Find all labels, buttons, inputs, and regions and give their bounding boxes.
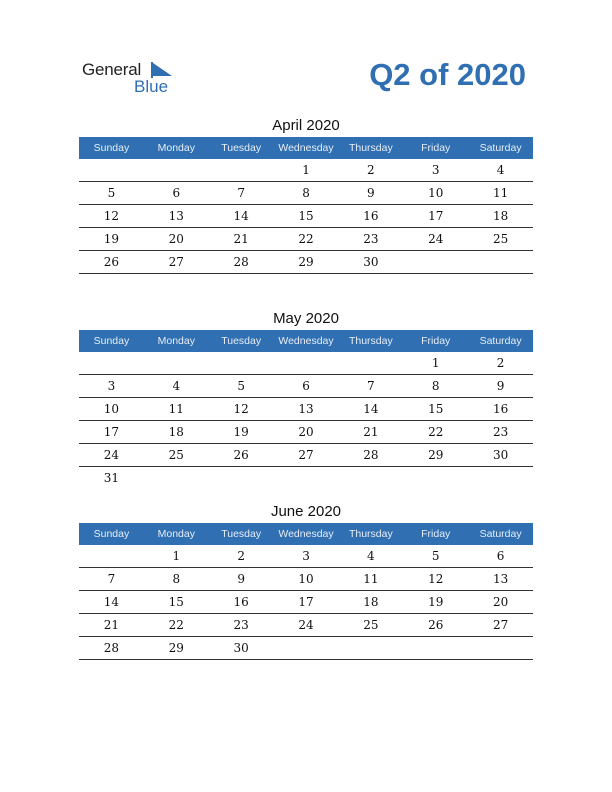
day-cell: 19 [103, 232, 120, 246]
day-cell: 1 [172, 549, 181, 563]
day-cell: 28 [363, 448, 379, 462]
day-cell: 1 [431, 356, 440, 370]
weekday-label: Monday [157, 528, 195, 540]
day-cell: 17 [428, 209, 444, 223]
week-row [79, 228, 533, 251]
day-cell: 3 [302, 549, 310, 563]
day-cell: 6 [172, 186, 181, 200]
day-cell: 27 [168, 255, 184, 269]
day-cell: 11 [168, 402, 184, 416]
week-row [79, 375, 533, 398]
weekday-label: Friday [421, 142, 451, 154]
day-cell: 23 [492, 425, 509, 439]
week-row [79, 251, 533, 274]
day-cell: 15 [428, 402, 444, 416]
weekday-label: Thursday [348, 335, 393, 347]
day-cell: 6 [496, 549, 505, 563]
day-cell: 25 [492, 232, 509, 246]
day-cell: 11 [363, 572, 379, 586]
weekday-label: Saturday [479, 528, 522, 540]
day-cell: 24 [103, 448, 120, 462]
day-cell: 20 [168, 232, 184, 246]
day-cell: 1 [302, 163, 310, 177]
weekday-label: Friday [421, 528, 451, 540]
day-cell: 14 [363, 402, 379, 416]
weekday-label: Saturday [479, 142, 522, 154]
day-cell: 18 [363, 595, 379, 609]
day-cell: 5 [431, 549, 440, 563]
day-cell: 10 [428, 186, 444, 200]
day-cell: 6 [302, 379, 310, 393]
weekday-label: Wednesday [278, 142, 334, 154]
day-cell: 13 [168, 209, 184, 223]
weekday-label: Tuesday [221, 335, 262, 347]
day-cell: 31 [103, 471, 120, 485]
day-cell: 7 [107, 572, 116, 586]
day-cell: 23 [233, 618, 249, 632]
day-cell: 16 [363, 209, 379, 223]
day-cell: 30 [492, 448, 509, 462]
week-row [79, 205, 533, 228]
day-cell: 21 [363, 425, 379, 439]
page-title: Q2 of 2020 [369, 57, 526, 92]
day-cell: 24 [428, 232, 444, 246]
month-calendar-april [79, 115, 533, 274]
day-cell: 26 [428, 618, 444, 632]
day-cell: 18 [492, 209, 509, 223]
week-row [79, 398, 533, 421]
day-cell: 12 [428, 572, 444, 586]
day-cell: 19 [233, 425, 249, 439]
weekday-label: Saturday [479, 335, 522, 347]
day-cell: 12 [233, 402, 249, 416]
day-cell: 12 [103, 209, 120, 223]
weekday-label: Sunday [93, 528, 130, 540]
weekday-label: Tuesday [221, 528, 262, 540]
day-cell: 13 [492, 572, 509, 586]
day-cell: 15 [168, 595, 184, 609]
day-cell: 4 [172, 379, 181, 393]
day-cell: 4 [367, 549, 375, 563]
day-cell: 10 [298, 572, 314, 586]
day-cell: 28 [103, 641, 120, 655]
logo-wordmark-blue: Blue [134, 77, 169, 96]
day-cell: 5 [107, 186, 116, 200]
day-cell: 16 [492, 402, 509, 416]
day-cell: 17 [298, 595, 314, 609]
week-row [79, 352, 533, 375]
weekday-label: Friday [421, 335, 451, 347]
weekday-label: Monday [157, 142, 195, 154]
week-row [79, 421, 533, 444]
month-calendar-june [79, 501, 533, 660]
day-cell: 29 [428, 448, 444, 462]
weekday-header [79, 137, 533, 159]
flag-icon [151, 62, 173, 78]
day-cell: 7 [367, 379, 375, 393]
day-cell: 29 [298, 255, 314, 269]
day-cell: 22 [168, 618, 184, 632]
day-cell: 20 [298, 425, 314, 439]
week-row [79, 182, 533, 205]
day-cell: 14 [103, 595, 120, 609]
week-row [79, 591, 533, 614]
week-row [79, 545, 533, 568]
day-cell: 26 [233, 448, 249, 462]
day-cell: 8 [302, 186, 310, 200]
day-cell: 21 [233, 232, 249, 246]
day-cell: 2 [237, 549, 245, 563]
week-row [79, 568, 533, 591]
weekday-label: Monday [157, 335, 195, 347]
day-cell: 4 [496, 163, 505, 177]
day-cell: 8 [172, 572, 181, 586]
week-row [79, 467, 533, 489]
day-cell: 22 [428, 425, 444, 439]
day-cell: 7 [237, 186, 245, 200]
weekday-header [79, 523, 533, 545]
day-cell: 26 [103, 255, 120, 269]
logo-wordmark-general: General [82, 60, 142, 79]
day-cell: 10 [103, 402, 120, 416]
day-cell: 30 [233, 641, 249, 655]
day-cell: 2 [496, 356, 505, 370]
day-cell: 15 [298, 209, 314, 223]
weekday-label: Tuesday [221, 142, 262, 154]
day-cell: 28 [233, 255, 249, 269]
day-cell: 30 [363, 255, 379, 269]
week-row [79, 159, 533, 182]
day-cell: 20 [492, 595, 509, 609]
week-row [79, 444, 533, 467]
day-cell: 9 [367, 186, 375, 200]
day-cell: 19 [428, 595, 444, 609]
day-cell: 2 [367, 163, 375, 177]
day-cell: 18 [168, 425, 184, 439]
day-cell: 17 [103, 425, 120, 439]
day-cell: 29 [168, 641, 184, 655]
day-cell: 27 [492, 618, 509, 632]
day-cell: 25 [363, 618, 379, 632]
day-cell: 9 [496, 379, 505, 393]
day-cell: 24 [298, 618, 314, 632]
day-cell: 22 [298, 232, 314, 246]
week-row [79, 614, 533, 637]
month-title: May 2020 [273, 310, 339, 327]
day-cell: 25 [168, 448, 184, 462]
weekday-label: Thursday [348, 528, 393, 540]
day-cell: 21 [103, 618, 120, 632]
month-title: April 2020 [272, 117, 340, 134]
day-cell: 5 [237, 379, 245, 393]
weekday-label: Sunday [93, 335, 130, 347]
day-cell: 11 [492, 186, 509, 200]
day-cell: 8 [431, 379, 440, 393]
day-cell: 23 [363, 232, 379, 246]
brand-logo [82, 60, 182, 96]
weekday-label: Wednesday [278, 335, 334, 347]
day-cell: 14 [233, 209, 249, 223]
day-cell: 9 [237, 572, 245, 586]
day-cell: 27 [298, 448, 314, 462]
day-cell: 3 [431, 163, 440, 177]
weekday-label: Wednesday [278, 528, 334, 540]
month-title: June 2020 [270, 503, 342, 520]
day-cell: 16 [233, 595, 249, 609]
weekday-label: Thursday [348, 142, 393, 154]
weekday-label: Sunday [93, 142, 130, 154]
day-cell: 13 [298, 402, 314, 416]
month-calendar-may [79, 308, 533, 489]
day-cell: 3 [107, 379, 116, 393]
weekday-header [79, 330, 533, 352]
week-row [79, 637, 533, 660]
